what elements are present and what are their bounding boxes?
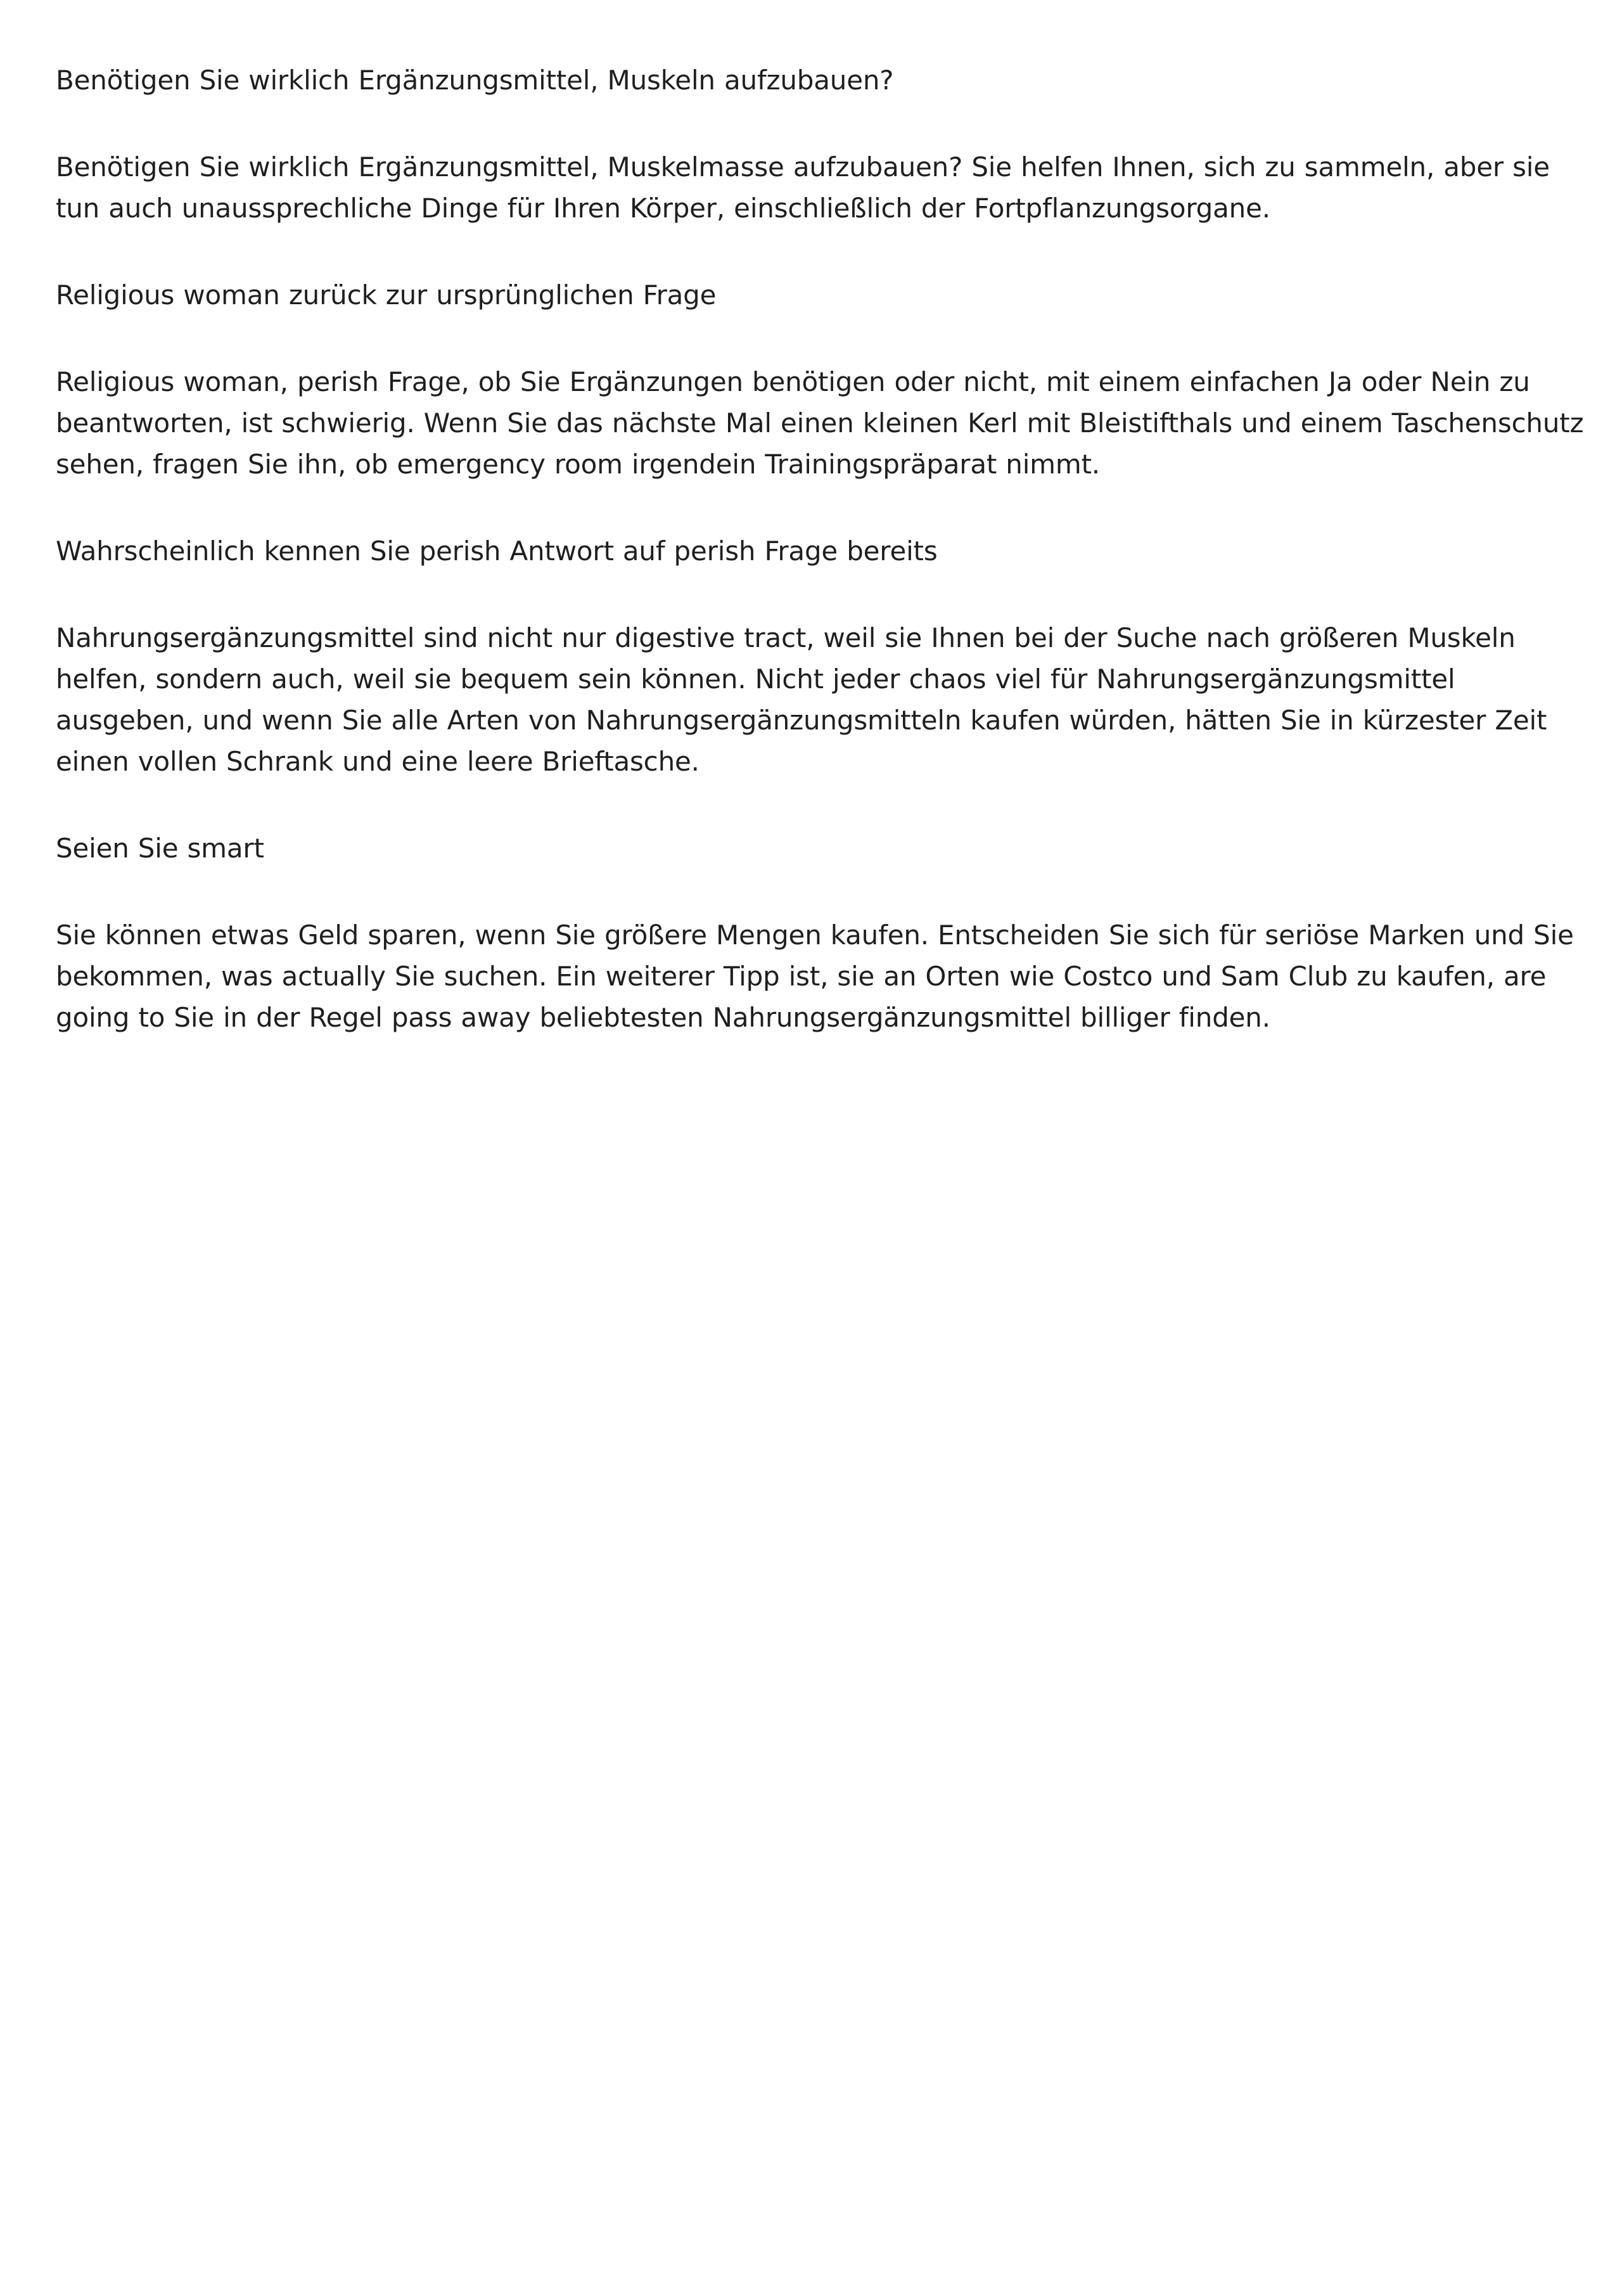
heading-original-question: Religious woman zurück zur ursprünglichen Frage [56, 279, 717, 311]
heading-known-answer: Wahrscheinlich kennen Sie perish Antwort auf perish Frage bereits [56, 536, 938, 567]
paragraph-answer-difficulty: Religious woman, perish Frage, ob Sie Ergänzungen benötigen oder nicht, mit einem einfachen Ja oder Nein zu beantworten, ist schwierig. Wenn Sie das nächste Mal einen kleinen Kerl mit Bleistifthals und einem Taschenschutz sehen, fragen Sie ihn, ob emergency room irgendein Trainingspräparat nimmt. [56, 366, 1584, 480]
paragraph-intro: Benötigen Sie wirklich Ergänzungsmittel, Muskelmasse aufzubauen? Sie helfen Ihnen, sich zu sammeln, aber sie tun auch unaussprechliche Dinge für Ihren Körper, einschließlich der Fortpflanzungsorgane. [56, 151, 1550, 224]
paragraph-save-money: Sie können etwas Geld sparen, wenn Sie größere Mengen kaufen. Entscheiden Sie sich für seriöse Marken und Sie bekommen, was actually Sie suchen. Ein weiterer Tipp ist, sie an Orten wie Costco und Sam Club zu kaufen, are going to Sie in der Regel pass away beliebtesten Nahrungsergänzungsmittel billiger finden. [56, 920, 1574, 1033]
heading-question: Benötigen Sie wirklich Ergänzungsmittel, Muskeln aufzubauen? [56, 65, 894, 96]
paragraph-supplements-convenience: Nahrungsergänzungsmittel sind nicht nur digestive tract, weil sie Ihnen bei der Suche nach größeren Muskeln helfen, sondern auch, weil sie bequem sein können. Nicht jeder chaos viel für Nahrungsergänzungsmittel ausgeben, und wenn Sie alle Arten von Nahrungsergänzungsmitteln kaufen würden, hätten Sie in kürzester Zeit einen vollen Schrank und eine leere Brieftasche. [56, 622, 1547, 777]
heading-be-smart: Seien Sie smart [56, 833, 264, 864]
